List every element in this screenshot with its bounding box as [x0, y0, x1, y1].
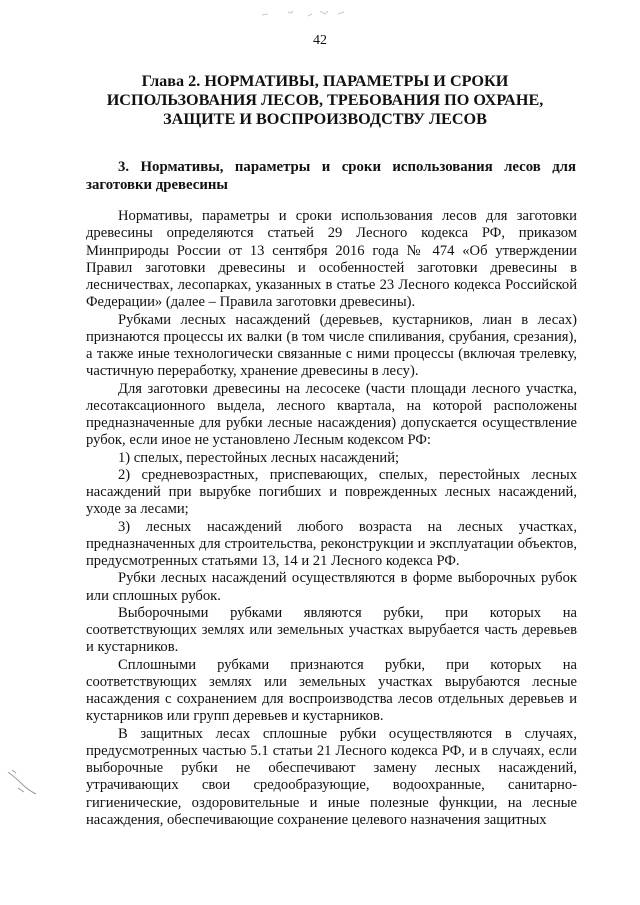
paragraph: Рубками лесных насаждений (деревьев, кустарников, лиан в лесах) признаются процессы их валки (в том числе спиливания, срубания, срезания), а также иные технологически связанные с ними процессы (включая трелевку, частичную переработку, хранение древесины в лесу).	[86, 311, 577, 380]
scan-artifact-top	[258, 6, 358, 20]
paragraph: Выборочными рубками являются рубки, при которых на соответствующих землях или земельных участках вырубается часть деревьев и кустарников.	[86, 604, 577, 656]
paragraph: Сплошными рубками признаются рубки, при которых на соответствующих землях или земельных участках вырубаются лесные насаждения с сохранением для воспроизводства лесов отдельных деревьев и кустарников или групп деревьев и кустарников.	[86, 656, 577, 725]
page-number: 42	[313, 33, 327, 48]
section-title: 3. Нормативы, параметры и сроки использования лесов для заготовки древесины	[86, 159, 576, 193]
paragraph: Для заготовки древесины на лесосеке (части площади лесного участка, лесотаксационного выдела, лесного квартала, на которой расположены предназначенные для рубки лесные насаждения) допускается осуществление рубок, если иное не установлено Лесным кодексом РФ:	[86, 380, 577, 449]
list-item: 1) спелых, перестойных лесных насаждений;	[118, 449, 400, 466]
scan-artifact-margin	[6, 768, 40, 798]
paragraph: Нормативы, параметры и сроки использования лесов для заготовки древесины определяются статьей 29 Лесного кодекса РФ, приказом Минприроды России от 13 сентября 2016 года № 474 «Об утверждении Правил заготовки древесины и особенностей заготовки древесины в лесничествах, лесопарках, указанных в статье 23 Лесного кодекса Российской Федерации» (далее – Правила заготовки древесины).	[86, 208, 577, 311]
paragraph: В защитных лесах сплошные рубки осуществляются в случаях, предусмотренных частью 5.1 статьи 21 Лесного кодекса РФ, и в случаях, если выборочные рубки не обеспечивают замену лесных насаждений, утрачивающих свои средообразующие, водоохранные, санитарно-гигиенические, оздоровительные и иные полезные функции, на лесные насаждения, обеспечивающие сохранение целевого назначения защитных	[86, 725, 577, 828]
chapter-title: Глава 2. НОРМАТИВЫ, ПАРАМЕТРЫ И СРОКИ ИСПОЛЬЗОВАНИЯ ЛЕСОВ, ТРЕБОВАНИЯ ПО ОХРАНЕ, ЗАЩИТЕ И ВОСПРОИЗВОДСТВУ ЛЕСОВ	[106, 72, 544, 128]
list-item: 2) средневозрастных, приспевающих, спелых, перестойных лесных насаждений при вырубке погибших и поврежденных лесных насаждений, уходе за лесами;	[86, 466, 577, 518]
body-text	[86, 208, 577, 829]
paragraph: Рубки лесных насаждений осуществляются в форме выборочных рубок или сплошных рубок.	[86, 570, 577, 604]
list-item: 3) лесных насаждений любого возраста на лесных участках, предназначенных для строительства, реконструкции и эксплуатации объектов, предусмотренных статьями 13, 14 и 21 Лесного кодекса РФ.	[86, 518, 577, 569]
